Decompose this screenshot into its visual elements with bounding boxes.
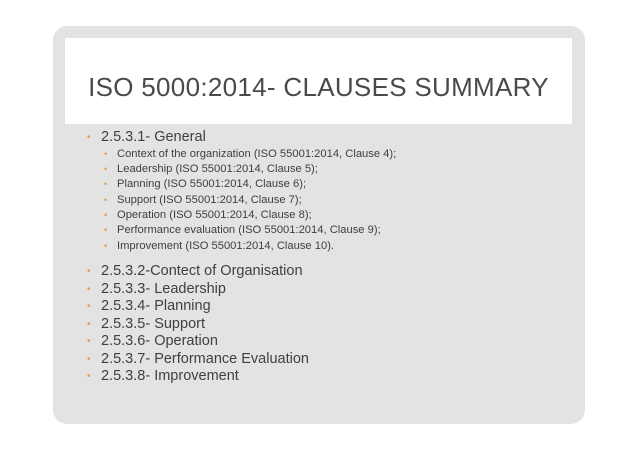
list-item xyxy=(86,263,566,281)
list-item xyxy=(86,368,566,386)
bullet-icon: • xyxy=(87,353,91,365)
bullet-icon: • xyxy=(87,371,91,383)
list-gap xyxy=(86,254,566,263)
list-item-text: 2.5.3.2-Contect of Organisation xyxy=(101,263,303,280)
bullet-icon: • xyxy=(87,266,91,278)
bullet-icon: • xyxy=(87,301,91,313)
sub-list-item-text: Performance evaluation (ISO 55001:2014, Clause 9); xyxy=(117,224,381,237)
list-item-text: 2.5.3.8- Improvement xyxy=(101,368,239,385)
bullet-icon: • xyxy=(87,132,91,143)
sub-list-item-text: Improvement (ISO 55001:2014, Clause 10). xyxy=(117,239,335,252)
list-item-text: 2.5.3.3- Leadership xyxy=(101,280,226,297)
sub-list-item xyxy=(86,147,566,162)
slide-title: ISO 5000:2014- CLAUSES SUMMARY xyxy=(88,72,549,102)
bullet-icon: • xyxy=(87,336,91,348)
list-item xyxy=(86,298,566,316)
bullet-icon: • xyxy=(104,179,108,190)
sub-list-item xyxy=(86,177,566,192)
bullet-list xyxy=(86,129,566,386)
sub-list-item xyxy=(86,208,566,223)
list-item xyxy=(86,129,566,147)
list-item xyxy=(86,333,566,351)
bullet-icon: • xyxy=(87,283,91,295)
sub-list-item-text: Leadership (ISO 55001:2014, Clause 5); xyxy=(117,162,318,175)
sub-list-item-text: Planning (ISO 55001:2014, Clause 6); xyxy=(117,178,307,191)
sub-list-item-text: Operation (ISO 55001:2014, Clause 8); xyxy=(117,209,312,222)
list-item-text: 2.5.3.5- Support xyxy=(101,315,205,332)
bullet-icon: • xyxy=(104,163,108,174)
list-item-text: 2.5.3.1- General xyxy=(101,129,206,145)
sub-list-item xyxy=(86,162,566,177)
bullet-icon: • xyxy=(104,210,108,221)
title-box xyxy=(65,38,572,124)
sub-list-item xyxy=(86,193,566,208)
sub-list-item xyxy=(86,223,566,238)
bullet-icon: • xyxy=(104,194,108,205)
slide xyxy=(53,26,585,424)
list-item xyxy=(86,316,566,334)
list-item xyxy=(86,351,566,369)
list-item-text: 2.5.3.7- Performance Evaluation xyxy=(101,350,309,367)
sub-list-item-text: Support (ISO 55001:2014, Clause 7); xyxy=(117,193,302,206)
bullet-icon: • xyxy=(104,148,108,159)
list-item-text: 2.5.3.4- Planning xyxy=(101,298,211,315)
sub-list-item xyxy=(86,239,566,254)
bullet-icon: • xyxy=(104,225,108,236)
bullet-icon: • xyxy=(104,240,108,251)
sub-list-item-text: Context of the organization (ISO 55001:2014, Clause 4); xyxy=(117,147,397,160)
bullet-icon: • xyxy=(87,318,91,330)
list-item xyxy=(86,281,566,299)
list-item-text: 2.5.3.6- Operation xyxy=(101,333,218,350)
